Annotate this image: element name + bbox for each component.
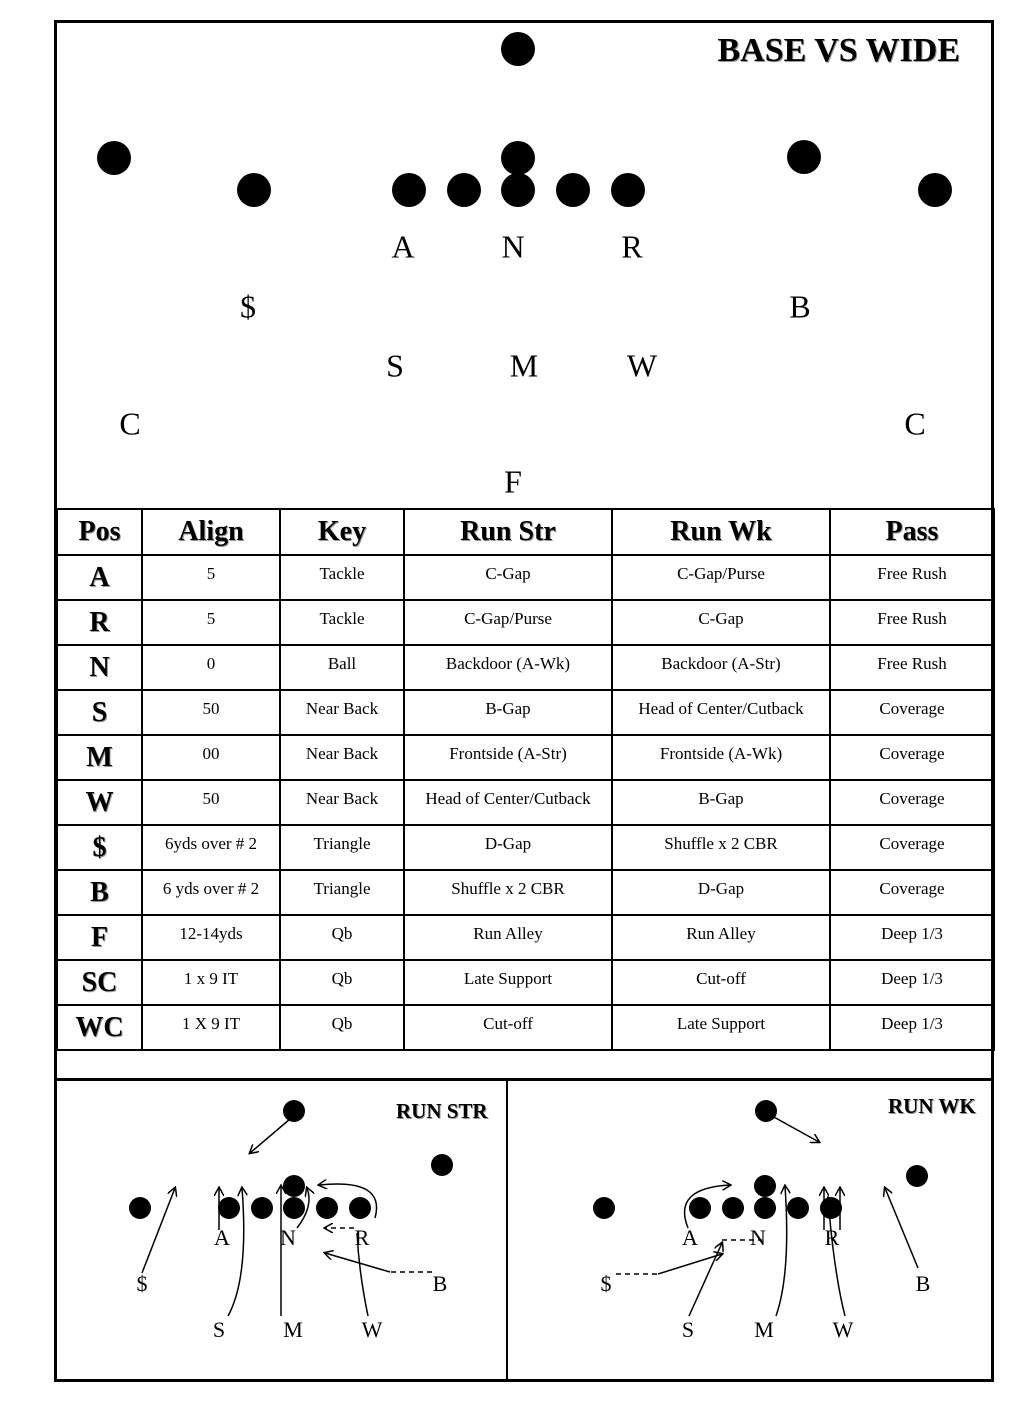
- table-cell: Deep 1/3: [830, 915, 994, 960]
- table-cell: D-Gap: [612, 870, 830, 915]
- path-arrow: [689, 1243, 722, 1316]
- position-cell: M: [57, 735, 142, 780]
- table-cell: Near Back: [280, 690, 404, 735]
- defender-label-b: B: [789, 288, 811, 325]
- path-arrow: [250, 1119, 290, 1153]
- defender-label-c-right: C: [904, 405, 926, 442]
- table-row: [57, 825, 994, 870]
- table-cell: 1 X 9 IT: [142, 1005, 280, 1050]
- offense-player: [722, 1197, 744, 1219]
- table-cell: 50: [142, 780, 280, 825]
- table-cell: Near Back: [280, 735, 404, 780]
- offense-player: [611, 173, 645, 207]
- table-cell: C-Gap/Purse: [612, 555, 830, 600]
- table-cell: Backdoor (A-Str): [612, 645, 830, 690]
- defender-label-dollar: $: [240, 288, 256, 325]
- formation-diagram: [54, 20, 994, 508]
- offense-player: [787, 1197, 809, 1219]
- assignment-table: [56, 508, 995, 1051]
- table-cell: 1 x 9 IT: [142, 960, 280, 1005]
- offense-player: [316, 1197, 338, 1219]
- table-cell: 00: [142, 735, 280, 780]
- table-cell: Run Alley: [404, 915, 612, 960]
- run-wk-label-w: W: [832, 1317, 854, 1342]
- path-arrow: [885, 1188, 918, 1268]
- path-arrow: [325, 1253, 390, 1272]
- column-header: Key: [280, 509, 404, 555]
- offense-player: [501, 32, 535, 66]
- path-arrow: [776, 1186, 787, 1316]
- column-header: Pos: [57, 509, 142, 555]
- run-str-label-a: A: [214, 1225, 230, 1250]
- offense-player: [906, 1165, 928, 1187]
- offense-player: [218, 1197, 240, 1219]
- table-cell: Run Alley: [612, 915, 830, 960]
- offense-player: [283, 1197, 305, 1219]
- table-cell: Frontside (A-Wk): [612, 735, 830, 780]
- table-row: [57, 555, 994, 600]
- table-cell: Tackle: [280, 600, 404, 645]
- table-cell: Frontside (A-Str): [404, 735, 612, 780]
- offense-player: [556, 173, 590, 207]
- table-row: [57, 915, 994, 960]
- offense-player: [97, 141, 131, 175]
- table-cell: Coverage: [830, 735, 994, 780]
- position-cell: S: [57, 690, 142, 735]
- run-wk-diagram: [593, 1100, 928, 1316]
- position-cell: R: [57, 600, 142, 645]
- table-row: [57, 870, 994, 915]
- run-str-label-w: W: [361, 1317, 383, 1342]
- position-cell: W: [57, 780, 142, 825]
- run-diagrams: [54, 1078, 994, 1382]
- table-cell: Qb: [280, 1005, 404, 1050]
- run-wk-label-n: N: [750, 1225, 766, 1250]
- position-cell: $: [57, 825, 142, 870]
- table-cell: Coverage: [830, 870, 994, 915]
- table-row: [57, 690, 994, 735]
- table-cell: B-Gap: [612, 780, 830, 825]
- run-str-title: RUN STR: [396, 1099, 488, 1123]
- table-cell: Triangle: [280, 870, 404, 915]
- run-str-label-r: R: [354, 1225, 370, 1250]
- table-cell: 6 yds over # 2: [142, 870, 280, 915]
- position-cell: N: [57, 645, 142, 690]
- offense-player: [431, 1154, 453, 1176]
- table-cell: Ball: [280, 645, 404, 690]
- offense-player: [129, 1197, 151, 1219]
- table-cell: 5: [142, 600, 280, 645]
- run-wk-label-r: R: [824, 1225, 840, 1250]
- position-cell: A: [57, 555, 142, 600]
- table-header-row: [57, 509, 994, 555]
- offense-player: [283, 1175, 305, 1197]
- table-row: [57, 645, 994, 690]
- table-cell: Tackle: [280, 555, 404, 600]
- defender-label-w: W: [626, 347, 658, 384]
- table-cell: B-Gap: [404, 690, 612, 735]
- run-str-label-s: S: [212, 1317, 226, 1342]
- run-wk-label-m: M: [754, 1317, 774, 1342]
- table-cell: Coverage: [830, 780, 994, 825]
- defender-label-a: A: [391, 228, 415, 265]
- defender-label-f: F: [504, 463, 522, 500]
- offense-player: [447, 173, 481, 207]
- diagram-title: BASE VS WIDE: [717, 32, 960, 69]
- table-row: [57, 780, 994, 825]
- defender-label-n: N: [501, 228, 525, 265]
- table-row: [57, 600, 994, 645]
- table-cell: Deep 1/3: [830, 1005, 994, 1050]
- column-header: Pass: [830, 509, 994, 555]
- run-wk-title: RUN WK: [888, 1094, 976, 1118]
- offense-player: [251, 1197, 273, 1219]
- table-cell: D-Gap: [404, 825, 612, 870]
- run-str-label-m: M: [283, 1317, 303, 1342]
- table-cell: 6yds over # 2: [142, 825, 280, 870]
- table-cell: Cut-off: [612, 960, 830, 1005]
- column-header: Align: [142, 509, 280, 555]
- defender-label-r: R: [621, 228, 643, 265]
- table-cell: Late Support: [404, 960, 612, 1005]
- table-cell: Free Rush: [830, 555, 994, 600]
- defender-label-s: S: [386, 347, 404, 384]
- table-cell: 50: [142, 690, 280, 735]
- offense-player: [755, 1100, 777, 1122]
- table-cell: Triangle: [280, 825, 404, 870]
- run-wk-label-dollar: $: [600, 1271, 612, 1296]
- run-str-label-n: N: [280, 1225, 296, 1250]
- column-header: Run Str: [404, 509, 612, 555]
- position-cell: SC: [57, 960, 142, 1005]
- run-wk-label-s: S: [681, 1317, 695, 1342]
- run-str-label-b: B: [432, 1271, 448, 1296]
- table-cell: Deep 1/3: [830, 960, 994, 1005]
- table-cell: C-Gap: [612, 600, 830, 645]
- table-cell: Free Rush: [830, 645, 994, 690]
- table-cell: Qb: [280, 915, 404, 960]
- offense-player: [237, 173, 271, 207]
- position-cell: F: [57, 915, 142, 960]
- table-cell: Backdoor (A-Wk): [404, 645, 612, 690]
- table-cell: Head of Center/Cutback: [612, 690, 830, 735]
- table-cell: Qb: [280, 960, 404, 1005]
- offense-player: [392, 173, 426, 207]
- table-cell: Coverage: [830, 690, 994, 735]
- position-cell: WC: [57, 1005, 142, 1050]
- offense-player: [689, 1197, 711, 1219]
- table-cell: 5: [142, 555, 280, 600]
- defender-label-m: M: [509, 347, 539, 384]
- table-cell: Shuffle x 2 CBR: [612, 825, 830, 870]
- offense-player: [787, 140, 821, 174]
- table-cell: 12-14yds: [142, 915, 280, 960]
- offense-player: [918, 173, 952, 207]
- table-cell: 0: [142, 645, 280, 690]
- offense-player: [283, 1100, 305, 1122]
- table-row: [57, 735, 994, 780]
- run-str-diagram: [129, 1100, 453, 1316]
- table-cell: C-Gap/Purse: [404, 600, 612, 645]
- table-cell: C-Gap: [404, 555, 612, 600]
- table-row: [57, 1005, 994, 1050]
- table-cell: Coverage: [830, 825, 994, 870]
- offense-player: [501, 141, 535, 175]
- position-cell: B: [57, 870, 142, 915]
- table-row: [57, 960, 994, 1005]
- table-cell: Cut-off: [404, 1005, 612, 1050]
- run-str-label-dollar: $: [136, 1271, 148, 1296]
- table-cell: Free Rush: [830, 600, 994, 645]
- run-wk-label-a: A: [682, 1225, 698, 1250]
- offense-player: [754, 1197, 776, 1219]
- column-header: Run Wk: [612, 509, 830, 555]
- run-wk-label-b: B: [915, 1271, 931, 1296]
- table-cell: Shuffle x 2 CBR: [404, 870, 612, 915]
- table-cell: Near Back: [280, 780, 404, 825]
- offense-player: [754, 1175, 776, 1197]
- table-cell: Head of Center/Cutback: [404, 780, 612, 825]
- offense-player: [593, 1197, 615, 1219]
- defender-label-c-left: C: [119, 405, 141, 442]
- path-arrow: [772, 1116, 819, 1142]
- offense-player: [501, 173, 535, 207]
- table-cell: Late Support: [612, 1005, 830, 1050]
- offense-player: [349, 1197, 371, 1219]
